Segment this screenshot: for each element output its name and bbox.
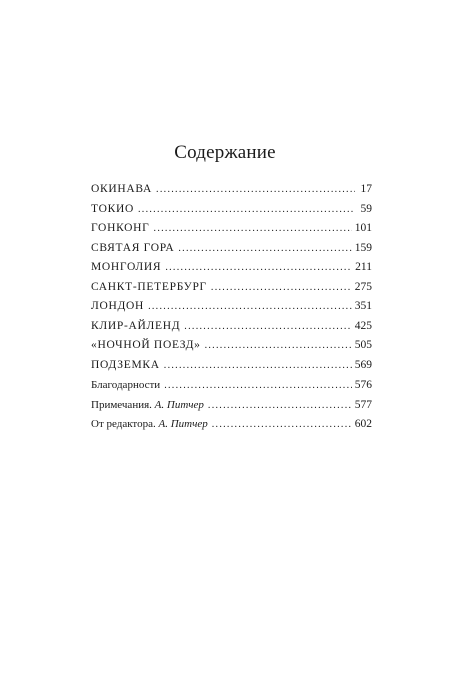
toc-page-number: 101 — [354, 222, 372, 234]
toc-extra-entry — [91, 379, 372, 399]
dot-leader — [184, 321, 351, 332]
dot-leader — [165, 262, 352, 273]
dot-leader — [154, 223, 352, 234]
toc-page-number: 577 — [354, 398, 372, 411]
dot-leader — [148, 301, 352, 312]
toc-entry-title: «НОЧНОЙ ПОЕЗД» — [91, 339, 201, 351]
toc-entry-title: САНКТ-ПЕТЕРБУРГ — [91, 280, 207, 293]
toc-entry — [91, 183, 372, 203]
toc-entry — [91, 359, 372, 379]
toc-entry-title: Благодарности — [91, 379, 161, 391]
toc-page-number: 17 — [360, 183, 372, 195]
toc-entry-title: ПОДЗЕМКА — [91, 358, 160, 371]
toc-entry — [91, 300, 372, 320]
dot-leader — [138, 204, 355, 215]
dot-leader — [211, 282, 352, 293]
toc-entry-title: ГОНКОНГ — [91, 222, 150, 234]
author-name: А. Питчер — [154, 398, 204, 411]
dot-leader — [164, 380, 352, 391]
toc-entry-title: От редактора. А. Питчер — [91, 418, 208, 430]
toc-page-number: 576 — [354, 379, 372, 391]
toc-entry — [91, 320, 372, 340]
dot-leader — [178, 243, 351, 254]
toc-entry — [91, 242, 372, 262]
table-of-contents-extras — [91, 379, 372, 438]
toc-page-number: 425 — [354, 319, 372, 332]
toc-page-number: 569 — [354, 358, 372, 371]
dot-leader — [156, 184, 355, 195]
dot-leader — [164, 360, 352, 371]
toc-extra-entry — [91, 399, 372, 419]
toc-page-number: 211 — [355, 261, 372, 273]
dot-leader — [205, 340, 352, 351]
toc-entry — [91, 339, 372, 359]
toc-page-number: 505 — [354, 339, 372, 351]
toc-entry — [91, 222, 372, 242]
toc-entry — [91, 261, 372, 281]
toc-extra-entry — [91, 418, 372, 438]
toc-page-number: 159 — [354, 241, 372, 254]
toc-page-number: 351 — [354, 300, 372, 312]
toc-entry-title: МОНГОЛИЯ — [91, 261, 162, 273]
toc-entry-title: ЛОНДОН — [91, 300, 145, 312]
toc-entry — [91, 203, 372, 223]
toc-entry-title: ТОКИО — [91, 202, 134, 215]
author-name: А. Питчер — [158, 418, 208, 430]
table-of-contents — [91, 183, 372, 378]
toc-page-number: 275 — [354, 280, 372, 293]
page-title: Содержание — [174, 142, 276, 163]
toc-entry-title: КЛИР-АЙЛЕНД — [91, 319, 181, 332]
dot-leader — [212, 419, 352, 430]
toc-page-number: 602 — [354, 418, 372, 430]
toc-entry — [91, 281, 372, 301]
toc-entry-title: Примечания. А. Питчер — [91, 398, 204, 411]
toc-entry-title: ОКИНАВА — [91, 183, 153, 195]
dot-leader — [208, 400, 352, 411]
toc-entry-title: СВЯТАЯ ГОРА — [91, 241, 175, 254]
toc-page-number: 59 — [360, 202, 372, 215]
